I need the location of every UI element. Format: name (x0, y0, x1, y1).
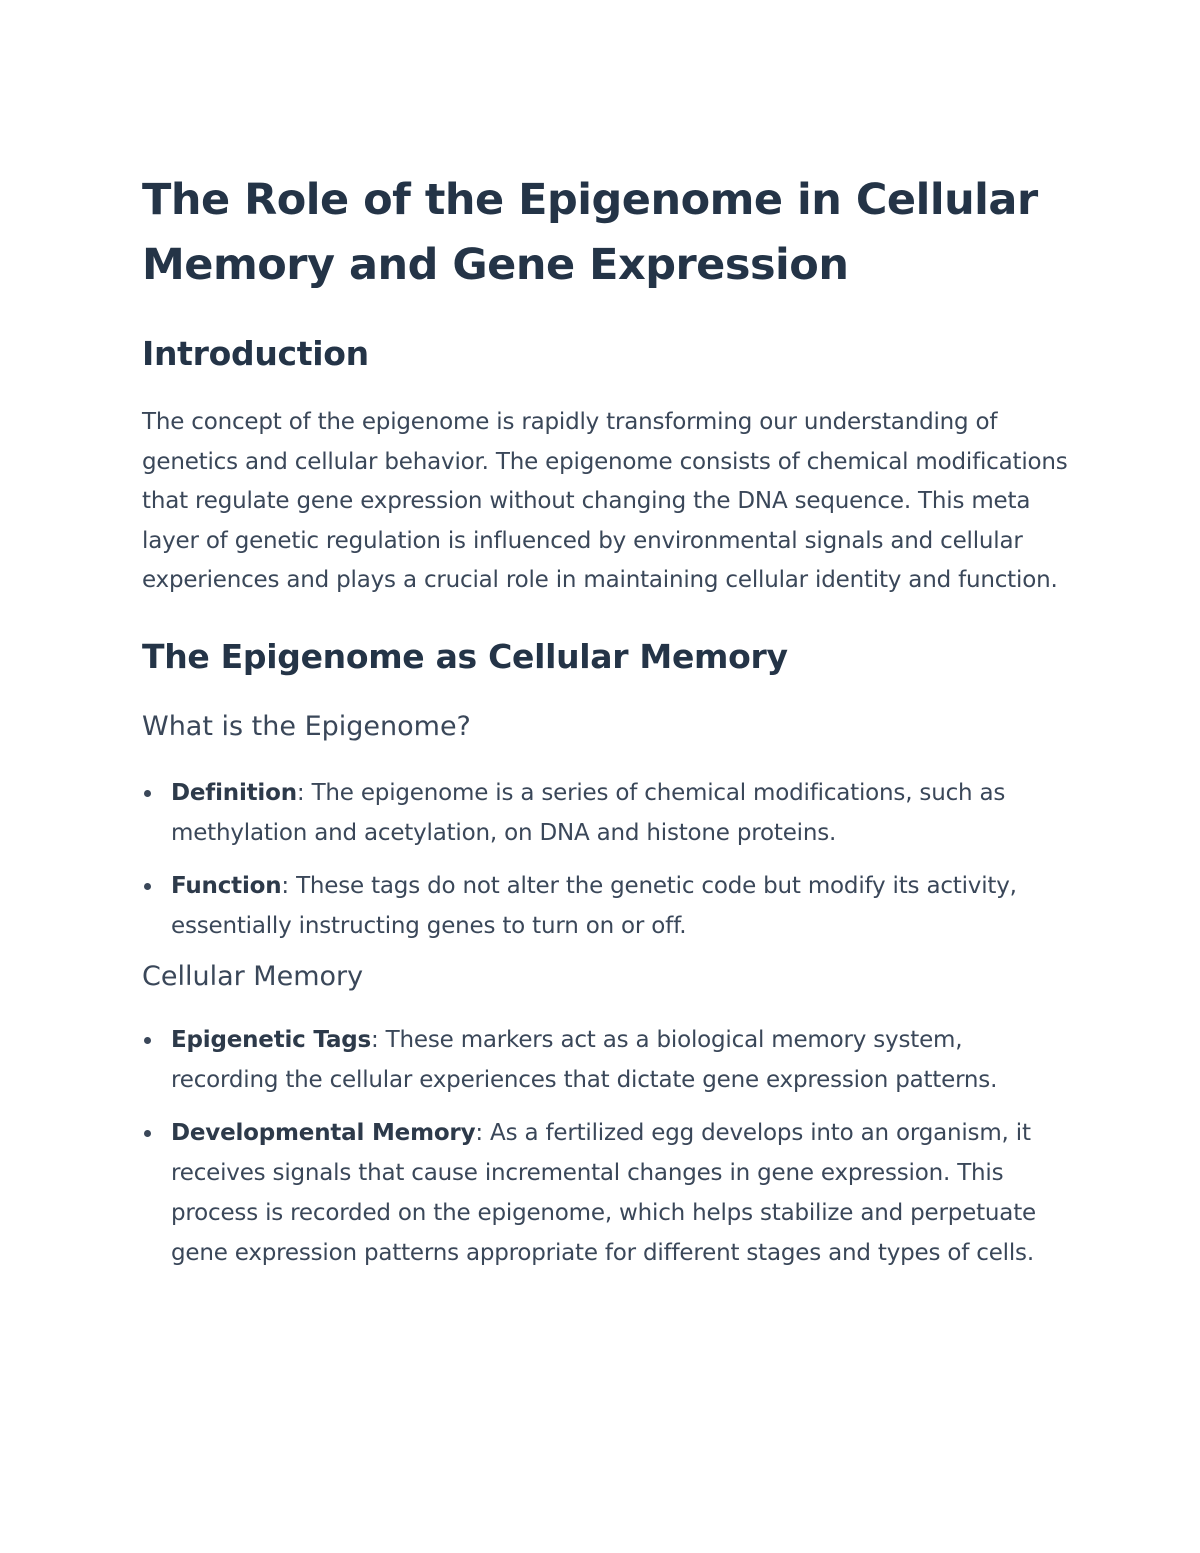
list-item (142, 866, 1072, 946)
introduction-heading: Introduction (142, 334, 369, 373)
list-item-term: Epigenetic Tags (171, 1026, 372, 1053)
list-item (142, 1113, 1072, 1273)
list-item-text: : As a fertilized egg develops into an organism, it receives signals that cause incremental changes in gene expression. This process is recorded on the epigenome, which helps stabilize and perpetuate gene expression patterns appropriate for different stages and types of cells. (171, 1119, 1036, 1266)
list-item-term: Definition (171, 779, 297, 806)
document-title: The Role of the Epigenome in Cellular Memory and Gene Expression (142, 175, 1038, 290)
document-page (142, 168, 1072, 1286)
cellular-memory-list (142, 1020, 1072, 1273)
bullet-icon (144, 1037, 151, 1044)
introduction-paragraph: The concept of the epigenome is rapidly transforming our understanding of genetics and cellular behavior. The epigenome consists of chemical modifications that regulate gene expression without changing the DNA sequence. This meta layer of genetic regulation is influenced by environmental signals and cellular experiences and plays a crucial role in maintaining cellular identity and function. (142, 409, 1068, 593)
bullet-icon (144, 883, 151, 890)
list-item-text: : These markers act as a biological memory system, recording the cellular experiences that dictate gene expression patterns. (171, 1026, 998, 1093)
what-is-epigenome-heading: What is the Epigenome? (142, 710, 471, 742)
list-item-text: : These tags do not alter the genetic code but modify its activity, essentially instructing genes to turn on or off. (171, 872, 1017, 939)
list-item (142, 773, 1072, 853)
list-item (142, 1020, 1072, 1100)
list-item-text: : The epigenome is a series of chemical modifications, such as methylation and acetylation, on DNA and histone proteins. (171, 779, 1006, 846)
bullet-icon (144, 1130, 151, 1137)
epigenome-memory-heading: The Epigenome as Cellular Memory (142, 636, 788, 676)
bullet-icon (144, 790, 151, 797)
list-item-term: Function (171, 872, 282, 899)
list-item-term: Developmental Memory (171, 1119, 476, 1146)
cellular-memory-heading: Cellular Memory (142, 960, 364, 992)
what-is-epigenome-list (142, 773, 1072, 946)
